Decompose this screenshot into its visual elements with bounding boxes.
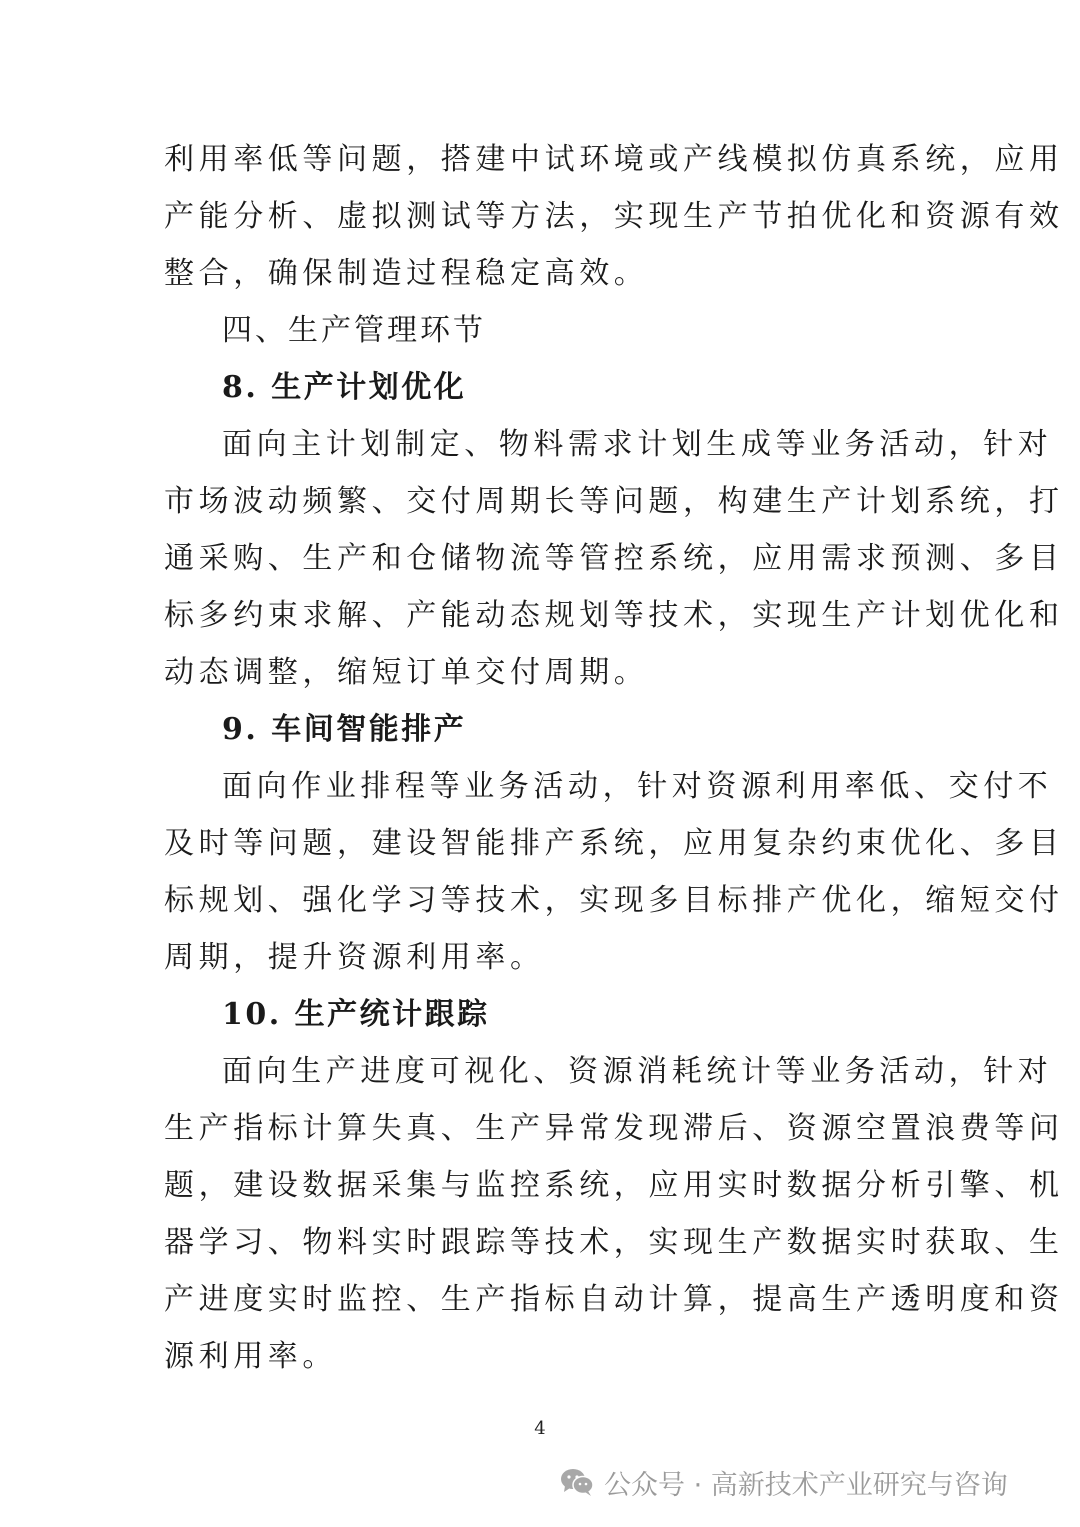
paragraph-line: 题，建设数据采集与监控系统，应用实时数据分析引擎、机 bbox=[164, 1168, 1064, 1203]
paragraph-line: 生产指标计算失真、生产异常发现滞后、资源空置浪费等问 bbox=[164, 1111, 1064, 1146]
paragraph-line: 标规划、强化学习等技术，实现多目标排产优化，缩短交付 bbox=[164, 883, 1064, 918]
item-heading: 9. 车间智能排产 bbox=[222, 712, 467, 747]
watermark-text: 公众号 · 高新技术产业研究与咨询 bbox=[604, 1469, 1008, 1501]
paragraph-line: 源利用率。 bbox=[164, 1339, 337, 1374]
page-number: 4 bbox=[534, 1418, 546, 1439]
item-heading: 8. 生产计划优化 bbox=[222, 370, 467, 405]
paragraph-line: 产能分析、虚拟测试等方法，实现生产节拍优化和资源有效 bbox=[164, 199, 1064, 234]
paragraph-line: 周期，提升资源利用率。 bbox=[164, 940, 545, 975]
paragraph-line: 产进度实时监控、生产指标自动计算，提高生产透明度和资 bbox=[164, 1282, 1064, 1317]
paragraph-line: 整合，确保制造过程稳定高效。 bbox=[164, 256, 649, 291]
paragraph-line: 面向生产进度可视化、资源消耗统计等业务活动，针对 bbox=[222, 1054, 1053, 1089]
paragraph-line: 通采购、生产和仓储物流等管控系统，应用需求预测、多目 bbox=[164, 541, 1064, 576]
paragraph-line: 动态调整，缩短订单交付周期。 bbox=[164, 655, 649, 690]
paragraph-line: 器学习、物料实时跟踪等技术，实现生产数据实时获取、生 bbox=[164, 1225, 1064, 1260]
paragraph-line: 及时等问题，建设智能排产系统，应用复杂约束优化、多目 bbox=[164, 826, 1064, 861]
paragraph-line: 市场波动频繁、交付周期长等问题，构建生产计划系统，打 bbox=[164, 484, 1064, 519]
section-heading: 四、生产管理环节 bbox=[222, 313, 486, 348]
paragraph-line: 标多约束求解、产能动态规划等技术，实现生产计划优化和 bbox=[164, 598, 1064, 633]
paragraph-line: 面向作业排程等业务活动，针对资源利用率低、交付不 bbox=[222, 769, 1053, 804]
paragraph-line: 面向主计划制定、物料需求计划生成等业务活动，针对 bbox=[222, 427, 1053, 462]
watermark bbox=[560, 1460, 1008, 1504]
paragraph-line: 利用率低等问题，搭建中试环境或产线模拟仿真系统，应用 bbox=[164, 142, 1064, 177]
item-heading: 10. 生产统计跟踪 bbox=[222, 997, 490, 1032]
wechat-icon bbox=[560, 1467, 594, 1497]
